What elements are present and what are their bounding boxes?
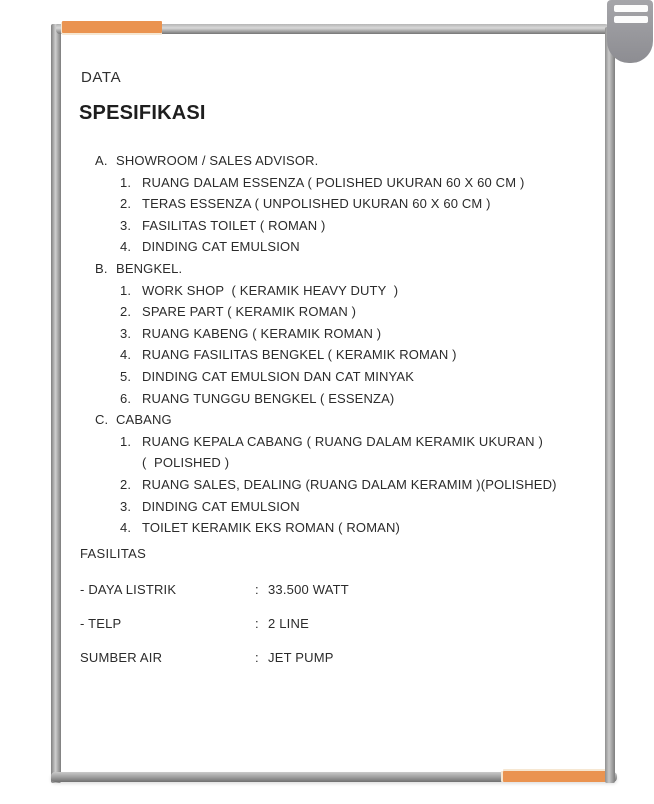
item-line: RUANG KABENG ( KERAMIK ROMAN ) [142,325,382,341]
bottom-accent-bar [503,771,608,782]
section-title: BENGKEL. [116,260,183,276]
item-marker: 4. [120,347,132,363]
section-marker: C. [95,412,109,428]
facility-label: SUMBER AIR [80,650,163,665]
section-heading [95,258,590,280]
facility-value: 33.500 WATT [268,582,349,597]
facilities-rows [80,579,500,681]
item-text [142,517,400,539]
facility-separator: : [255,616,259,631]
facility-label: - DAYA LISTRIK [80,582,177,597]
spec-section [95,150,590,258]
section-items [120,172,590,258]
item-line: RUANG KEPALA CABANG ( RUANG DALAM KERAMIK UKURAN ) [142,433,543,449]
facility-value: JET PUMP [268,650,334,665]
item-text [142,496,300,518]
specification-list [95,150,590,539]
item-text [142,172,524,194]
item-line: DINDING CAT EMULSION [142,239,300,255]
facility-separator: : [255,650,259,665]
section-marker: A. [95,153,108,168]
spec-item [120,344,590,366]
item-line: DINDING CAT EMULSION DAN CAT MINYAK [142,368,415,384]
page-title: SPESIFIKASI [79,102,206,124]
section-heading [95,409,590,431]
item-marker: 1. [120,433,132,449]
section-heading [95,150,590,172]
item-line: SPARE PART ( KERAMIK ROMAN ) [142,304,357,320]
spec-item [120,323,590,345]
spec-item [120,496,590,518]
item-text [142,344,457,366]
section-items [120,280,590,410]
corner-clip [607,0,653,63]
spec-section [95,409,590,539]
item-text [142,388,394,410]
item-text [142,474,557,496]
doc-label: DATA [81,69,122,86]
top-accent-bar [62,21,162,33]
item-marker: 2. [120,196,132,212]
facility-label: - TELP [80,616,122,631]
item-text [142,431,543,474]
spec-item [120,366,590,388]
frame-bar-right [605,27,615,783]
spec-section [95,258,590,409]
item-marker: 3. [120,498,132,514]
facility-separator: : [255,582,259,597]
item-text [142,280,398,302]
spec-item [120,474,590,496]
section-items [120,431,590,539]
item-text [142,236,300,258]
item-marker: 1. [120,282,132,298]
section-title: CABANG [116,412,172,428]
item-line: DINDING CAT EMULSION [142,498,300,514]
item-line: RUANG SALES, DEALING (RUANG DALAM KERAMIM )(POLISHED) [142,476,557,492]
item-marker: 4. [120,520,132,536]
facility-row [80,647,500,668]
item-line: TOILET KERAMIK EKS ROMAN ( ROMAN) [142,520,401,536]
spec-item [120,431,590,474]
item-marker: 6. [120,390,132,406]
item-text [142,301,356,323]
item-line: ( POLISHED ) [142,455,230,471]
spec-item [120,301,590,323]
item-line: TERAS ESSENZA ( UNPOLISHED UKURAN 60 X 60 CM ) [142,196,491,212]
item-marker: 4. [120,239,132,255]
spec-item [120,193,590,215]
item-line: RUANG DALAM ESSENZA ( POLISHED UKURAN 60 X 60 CM ) [142,174,525,190]
item-line: RUANG FASILITAS BENGKEL ( KERAMIK ROMAN ) [142,347,457,363]
item-text [142,366,414,388]
item-line: FASILITAS TOILET ( ROMAN ) [142,217,326,233]
item-marker: 3. [120,325,132,341]
spec-item [120,236,590,258]
item-text [142,323,381,345]
spec-item [120,517,590,539]
spec-item [120,215,590,237]
frame-bar-left [51,24,61,783]
hamburger-line [614,16,648,23]
facility-row [80,613,500,634]
item-text [142,193,491,215]
facility-row [80,579,500,600]
hamburger-line [614,5,648,12]
spec-item [120,388,590,410]
item-marker: 2. [120,476,132,492]
facilities-title: FASILITAS [80,546,147,561]
spec-item [120,280,590,302]
section-title: SHOWROOM / SALES ADVISOR. [116,153,319,168]
facility-value: 2 LINE [268,616,309,631]
spec-item [120,172,590,194]
item-marker: 2. [120,304,132,320]
item-text [142,215,326,237]
item-marker: 3. [120,217,132,233]
section-marker: B. [95,260,108,276]
item-marker: 1. [120,174,132,190]
item-line: WORK SHOP ( KERAMIK HEAVY DUTY ) [142,282,399,298]
item-line: RUANG TUNGGU BENGKEL ( ESSENZA) [142,390,395,406]
item-marker: 5. [120,368,132,384]
